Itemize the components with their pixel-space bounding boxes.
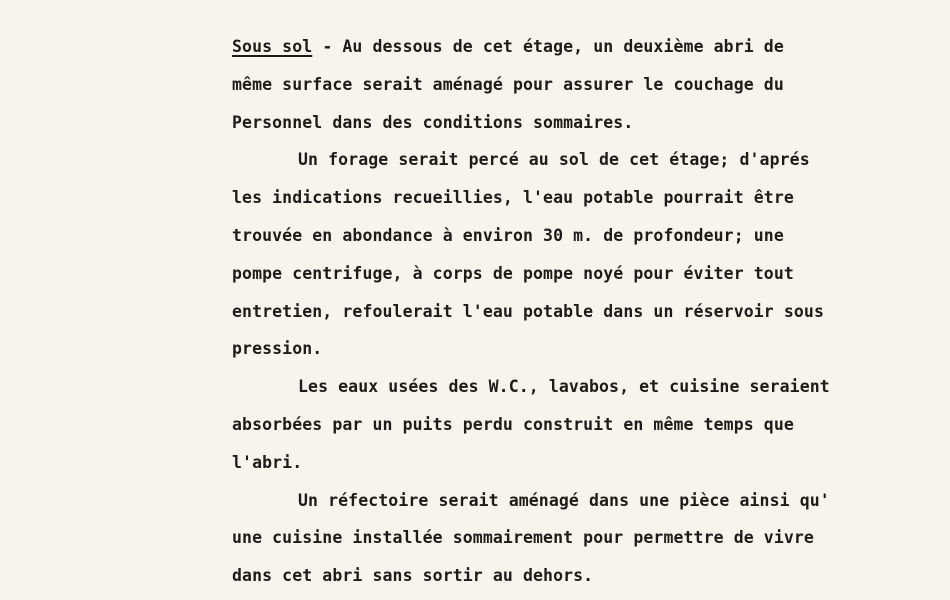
text-line-7: pompe centrifuge, à corps de pompe noyé pour éviter tout <box>232 263 794 283</box>
text-line-11: absorbées par un puits perdu construit en même temps que <box>232 414 794 434</box>
text-line-3: Personnel dans des conditions sommaires. <box>232 112 634 132</box>
text-line-15: dans cet abri sans sortir au dehors. <box>232 566 594 586</box>
line-1-text: - Au dessous de cet étage, un deuxième abri de <box>312 37 784 56</box>
text-line-6: trouvée en abondance à environ 30 m. de profondeur; une <box>232 225 784 245</box>
text-line-13: Un réfectoire serait aménagé dans une pièce ainsi qu' <box>298 490 830 510</box>
text-line-1 <box>232 28 922 66</box>
text-line-14: une cuisine installée sommairement pour permettre de vivre <box>232 528 814 548</box>
text-line-10: Les eaux usées des W.C., lavabos, et cuisine seraient <box>298 377 830 397</box>
typed-text-block <box>232 28 922 595</box>
text-line-9: pression. <box>232 339 323 359</box>
section-heading: Sous sol <box>232 37 313 56</box>
text-line-5: les indications recueillies, l'eau potable pourrait être <box>232 188 794 208</box>
text-line-2: même surface serait aménagé pour assurer le couchage du <box>232 74 784 94</box>
text-line-4: Un forage serait percé au sol de cet étage; d'aprés <box>298 150 810 170</box>
text-line-12: l'abri. <box>232 452 303 472</box>
text-line-8: entretien, refoulerait l'eau potable dans un réservoir sous <box>232 301 824 321</box>
